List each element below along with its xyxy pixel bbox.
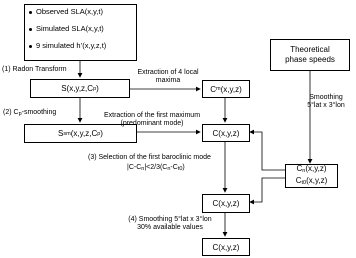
node-s-xyzcp: S(x,y,z,C p ) <box>30 79 130 98</box>
theoretical-phase-speeds-box: Theoretical phase speeds <box>270 39 350 71</box>
node-cm: C m (x,y,z) <box>202 80 250 98</box>
step-2-label: (2) $C_p$-smoothing <box>3 109 57 117</box>
extract-first-max-label: Extraction of the first maximum (predominant mode) <box>103 112 201 127</box>
node-cth: $C_n(x,y,z)$ $C_{t0}(x,y,z)$ <box>285 164 338 188</box>
step-3-label: (3) Selection of the first baroclinic mode <box>88 154 211 161</box>
input-item: Observed SLA(x,y,t) <box>29 8 136 25</box>
bullet-icon <box>29 28 32 31</box>
step-3-condition: $|C-C_n|<2/3(C_n-C_{t0})$ <box>127 164 185 172</box>
input-data-box <box>24 4 137 61</box>
node-c1: C(x,y,z) <box>202 124 250 142</box>
arrow-cth-to-c2 <box>250 178 285 202</box>
smoothing-label: Smoothing 5°lat x 3°lon <box>307 94 345 109</box>
step-1-label: (1) Radon Transform <box>2 66 67 73</box>
input-item: Simulated SLA(x,y,t) <box>29 25 136 42</box>
node-c2: C(x,y,z) <box>202 194 250 213</box>
step-4-label: (4) Smoothing 5°lat x 3°lon 30% available values <box>128 216 212 231</box>
extract-4-maxima-label: Extraction of 4 local maxima <box>137 69 199 84</box>
bullet-icon <box>29 45 32 48</box>
arrow-cth-to-c1 <box>250 132 285 170</box>
bullet-icon <box>29 11 32 14</box>
node-c3: C(x,y,z) <box>202 238 250 256</box>
node-ssm: S sm (x,y,z,C p ) <box>24 124 137 143</box>
input-item: 9 simulated h’(x,y,z,t) <box>29 42 136 59</box>
